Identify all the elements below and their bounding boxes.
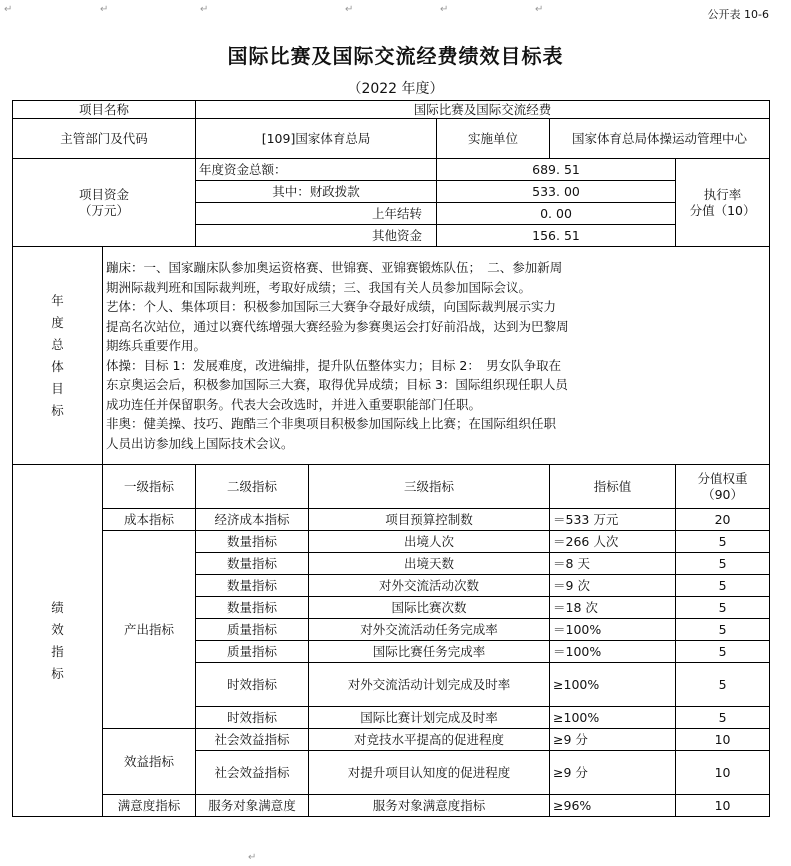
cell-l3: 国际比赛次数 <box>309 597 550 619</box>
cell-value: ＝533 万元 <box>550 509 676 531</box>
project-name: 国际比赛及国际交流经费 <box>196 101 770 119</box>
cell-l3: 对外交流活动计划完成及时率 <box>309 663 550 707</box>
cell-value: ≥9 分 <box>550 751 676 795</box>
unit-value: 国家体育总局体操运动管理中心 <box>550 119 770 159</box>
cell-weight: 5 <box>676 531 770 553</box>
paragraph-mark: ↵ <box>248 852 257 863</box>
table-row <box>13 531 770 553</box>
cell-l3: 出境人次 <box>309 531 550 553</box>
funds-fiscal-label: 其中：财政拨款 <box>196 181 437 203</box>
cell-weight: 10 <box>676 751 770 795</box>
goal-line: 期洲际裁判班和国际裁判班，考取好成绩；三、我国有关人员参加国际会议。 <box>106 279 532 295</box>
cell-weight: 5 <box>676 707 770 729</box>
table-row <box>13 795 770 817</box>
funds-other-label: 其他资金 <box>196 225 437 247</box>
annual-goal-label: 年度总体目标 <box>13 247 103 465</box>
header-weight: 分值权重 （90） <box>676 465 770 509</box>
group-satisfaction: 满意度指标 <box>103 795 196 817</box>
goal-line: 期练兵重要作用。 <box>106 338 207 353</box>
goal-line: 成功连任并保留职务。代表大会改选时，并进入重要职能部门任职。 <box>106 396 482 412</box>
cell-l2: 数量指标 <box>196 553 309 575</box>
paragraph-marks: ↵ ↵ ↵ ↵ ↵ ↵ <box>4 4 544 15</box>
goal-line: 提高名次站位，通过以赛代练增强大赛经验为参赛奥运会打好前沿战，达到为巴黎周 <box>106 318 569 334</box>
funds-carry-label: 上年结转 <box>196 203 437 225</box>
cell-value: ＝100% <box>550 641 676 663</box>
cell-value: ＝100% <box>550 619 676 641</box>
cell-l3: 对提升项目认知度的促进程度 <box>309 751 550 795</box>
header-value: 指标值 <box>550 465 676 509</box>
goal-line: 艺体：个人、集体项目：积极参加国际三大赛争夺最好成绩，向国际裁判展示实力 <box>106 299 557 314</box>
cell-value: ≥100% <box>550 663 676 707</box>
cell-l3: 服务对象满意度指标 <box>309 795 550 817</box>
cell-weight: 5 <box>676 575 770 597</box>
table-row <box>13 729 770 751</box>
funds-total-label: 年度资金总额： <box>196 159 437 181</box>
group-output: 产出指标 <box>103 531 196 729</box>
cell-weight: 10 <box>676 729 770 751</box>
cell-l3: 对外交流活动任务完成率 <box>309 619 550 641</box>
cell-l2: 数量指标 <box>196 575 309 597</box>
cell-value: ＝18 次 <box>550 597 676 619</box>
cell-weight: 5 <box>676 553 770 575</box>
cell-l3: 对竞技水平提高的促进程度 <box>309 729 550 751</box>
cell-l2: 社会效益指标 <box>196 751 309 795</box>
dept-label: 主管部门及代码 <box>13 119 196 159</box>
cell-l3: 对外交流活动次数 <box>309 575 550 597</box>
cell-l2: 时效指标 <box>196 663 309 707</box>
page-subtitle: （2022 年度） <box>347 81 444 97</box>
cell-value: ≥9 分 <box>550 729 676 751</box>
cell-value: ≥100% <box>550 707 676 729</box>
performance-table <box>12 100 770 817</box>
goal-line: 人员出访参加线上国际技术会议。 <box>106 435 294 451</box>
funds-carry: 0. 00 <box>437 203 676 225</box>
cell-l2: 服务对象满意度 <box>196 795 309 817</box>
header-level1: 一级指标 <box>103 465 196 509</box>
table-row <box>13 509 770 531</box>
cell-value: ＝9 次 <box>550 575 676 597</box>
cell-weight: 20 <box>676 509 770 531</box>
cell-l2: 时效指标 <box>196 707 309 729</box>
funds-total: 689. 51 <box>437 159 676 181</box>
header-level2: 二级指标 <box>196 465 309 509</box>
cell-l3: 出境天数 <box>309 553 550 575</box>
goal-line: 东京奥运会后，积极参加国际三大赛，取得优异成绩；目标 3：国际组织现任职人员 <box>106 377 568 392</box>
cell-l2: 数量指标 <box>196 531 309 553</box>
cell-l3: 项目预算控制数 <box>309 509 550 531</box>
page-title: 国际比赛及国际交流经费绩效目标表 <box>227 44 564 68</box>
cell-l3: 国际比赛任务完成率 <box>309 641 550 663</box>
goal-line: 蹦床：一、国家蹦床队参加奥运资格赛、世锦赛、亚锦赛锻炼队伍； 二、参加新周 <box>106 260 563 275</box>
cell-l2: 经济成本指标 <box>196 509 309 531</box>
cell-value: ＝266 人次 <box>550 531 676 553</box>
goal-line: 非奥：健美操、技巧、跑酷三个非奥项目积极参加国际线上比赛；在国际组织任职 <box>106 416 557 431</box>
cell-l2: 质量指标 <box>196 619 309 641</box>
dept-value: [109]国家体育总局 <box>196 119 437 159</box>
unit-label: 实施单位 <box>437 119 550 159</box>
funds-label: 项目资金 （万元） <box>13 159 196 247</box>
funds-other: 156. 51 <box>437 225 676 247</box>
cell-weight: 5 <box>676 619 770 641</box>
doc-label: 公开表 10-6 <box>707 8 769 21</box>
indicators-label: 绩效指标 <box>13 465 103 817</box>
cell-l2: 数量指标 <box>196 597 309 619</box>
project-name-label: 项目名称 <box>13 101 196 119</box>
cell-l3: 国际比赛计划完成及时率 <box>309 707 550 729</box>
exec-rate-label: 执行率 分值（10） <box>676 159 770 247</box>
cell-weight: 5 <box>676 597 770 619</box>
cell-l2: 社会效益指标 <box>196 729 309 751</box>
funds-fiscal: 533. 00 <box>437 181 676 203</box>
cell-weight: 10 <box>676 795 770 817</box>
goal-line: 体操：目标 1：发展难度，改进编排，提升队伍整体实力；目标 2： 男女队争取在 <box>106 357 562 373</box>
group-cost: 成本指标 <box>103 509 196 531</box>
group-benefit: 效益指标 <box>103 729 196 795</box>
cell-value: ≥96% <box>550 795 676 817</box>
annual-goal-text <box>103 247 770 465</box>
cell-weight: 5 <box>676 641 770 663</box>
cell-weight: 5 <box>676 663 770 707</box>
cell-value: ＝8 天 <box>550 553 676 575</box>
header-level3: 三级指标 <box>309 465 550 509</box>
cell-l2: 质量指标 <box>196 641 309 663</box>
